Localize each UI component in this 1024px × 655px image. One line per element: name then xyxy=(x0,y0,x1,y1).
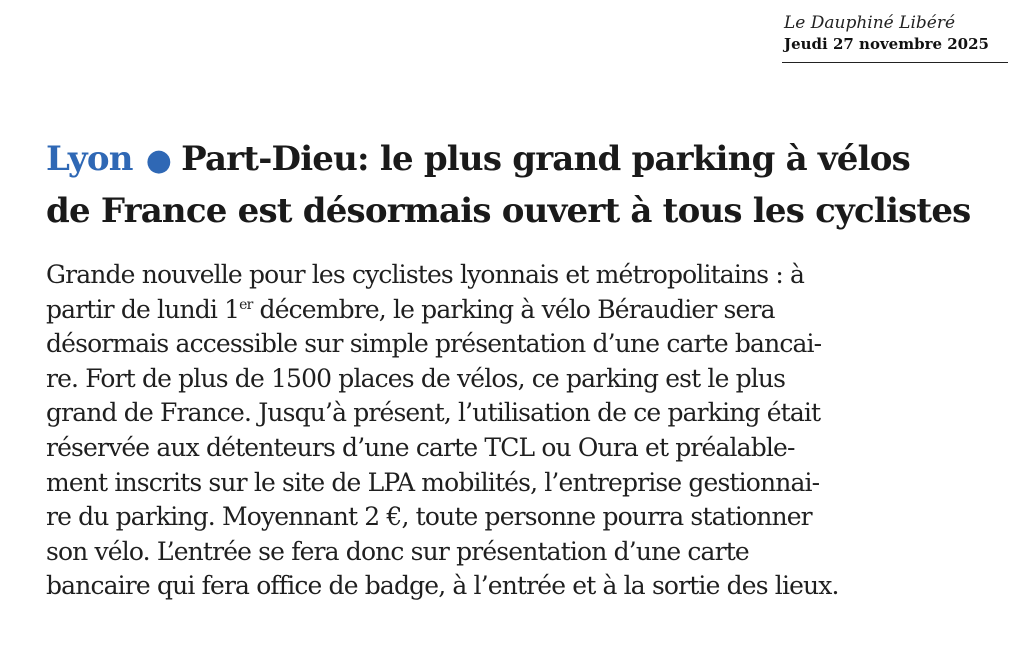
bullet-dot-icon: ● xyxy=(145,143,172,178)
body-line: son vélo. L’entrée se fera donc sur présentation d’une carte xyxy=(46,536,749,566)
masthead xyxy=(782,12,1008,63)
newspaper-name: Le Dauphiné Libéré xyxy=(784,13,956,33)
article-body xyxy=(46,258,1006,604)
headline-line-1: Part-Dieu: le plus grand parking à vélos xyxy=(181,139,910,179)
body-line: bancaire qui fera office de badge, à l’entrée et à la sortie des lieux. xyxy=(46,571,839,601)
body-line: réservée aux détenteurs d’une carte TCL ou Oura et préalable- xyxy=(46,432,795,462)
body-line-text: partir de lundi 1 xyxy=(46,294,240,324)
body-line: re. Fort de plus de 1500 places de vélos, ce parking est le plus xyxy=(46,363,786,393)
city-label: Lyon xyxy=(46,139,133,179)
body-line: grand de France. Jusqu’à présent, l’utilisation de ce parking était xyxy=(46,398,821,428)
body-line: ment inscrits sur le site de LPA mobilités, l’entreprise gestionnai- xyxy=(46,467,820,497)
ordinal-superscript: er xyxy=(239,296,253,313)
article-headline xyxy=(46,134,1006,236)
body-line: Grande nouvelle pour les cyclistes lyonnais et métropolitains : à xyxy=(46,260,805,289)
body-line: re du parking. Moyennant 2 €, toute personne pourra stationner xyxy=(46,502,812,532)
body-line xyxy=(46,293,1006,328)
body-line: désormais accessible sur simple présentation d’une carte bancai- xyxy=(46,329,822,359)
headline-line-2: de France est désormais ouvert à tous les cyclistes xyxy=(46,191,971,231)
body-line-text: décembre, le parking à vélo Béraudier sera xyxy=(252,294,775,324)
publication-date: Jeudi 27 novembre 2025 xyxy=(782,34,1008,63)
